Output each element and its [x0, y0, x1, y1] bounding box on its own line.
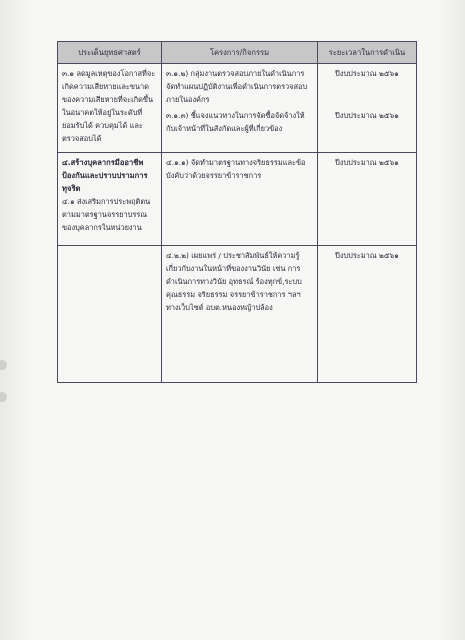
period-text: ปีงบประมาณ ๒๕๖๑ [335, 69, 399, 78]
project-text: ๓.๑.๓) ชี้แจงแนวทางในการจัดซื้อจัดจ้างให้กับเจ้าหน้าที่ในสังกัดและผู้ที่เกี่ยวข้อง [166, 111, 305, 133]
period-text: ปีงบประมาณ ๒๕๖๑ [335, 158, 399, 167]
period-cell [318, 64, 417, 153]
strategy-table [57, 41, 417, 383]
period-text: ปีงบประมาณ ๒๕๖๑ [335, 111, 399, 120]
table-row [58, 153, 417, 246]
strategy-cell [58, 64, 162, 153]
strategy-cell [58, 246, 162, 383]
project-cell [162, 153, 318, 246]
table-row [58, 64, 417, 153]
project-text: ๔.๑.๑) จัดทำมาตรฐานทางจริยธรรมและข้อบังคับว่าด้วยจรรยาข้าราชการ [166, 158, 306, 180]
header-period: ระยะเวลาในการดำเนิน [318, 42, 417, 64]
project-cell [162, 64, 318, 153]
period-text: ปีงบประมาณ ๒๕๖๑ [335, 251, 399, 260]
strategy-text: ๓.๑ ลดมูลเหตุของโอกาสที่จะเกิดความเสียหายและขนาดของความเสียหายที่จะเกิดขึ้นในอนาคตให้อยู่ในระดับที่ยอมรับได้ ควบคุมได้ และตรวจสอบได้ [62, 69, 156, 143]
strategy-text: ๔.๑ ส่งเสริมการประพฤติตนตามมาตรฐานจรรยาบรรณของบุคลากรในหน่วยงาน [62, 197, 151, 232]
table-row [58, 246, 417, 383]
header-strategy: ประเด็นยุทธศาสตร์ [58, 42, 162, 64]
period-cell [318, 246, 417, 383]
header-projects: โครงการ/กิจกรรม [162, 42, 318, 64]
punch-hole [0, 360, 7, 370]
table-header-row [58, 42, 417, 64]
punch-hole [0, 392, 7, 402]
strategy-title: ๔.สร้างบุคลากรมืออาชีพป้องกันและปราบปรามการทุจริต [62, 158, 148, 193]
project-text: ๓.๑.๒) กลุ่มงานตรวจสอบภายในดำเนินการจัดทำแผนปฏิบัติงานเพื่อดำเนินการตรวจสอบภายในองค์กร [166, 69, 308, 104]
project-cell [162, 246, 318, 383]
project-text: ๔.๒.๒) เผยแพร่ / ประชาสัมพันธ์ให้ความรู้เกี่ยวกับงานในหน้าที่ของงานวินัย เช่น การดำเนินการทางวินัย อุทธรณ์ ร้องทุกข์,ระบบคุณธรรม จริยธรรม จรรยาข้าราชการ ฯลฯ ทางเว็บไซต์ อบต.หนองหญ้าปล้อง [166, 251, 302, 312]
strategy-cell [58, 153, 162, 246]
period-cell [318, 153, 417, 246]
